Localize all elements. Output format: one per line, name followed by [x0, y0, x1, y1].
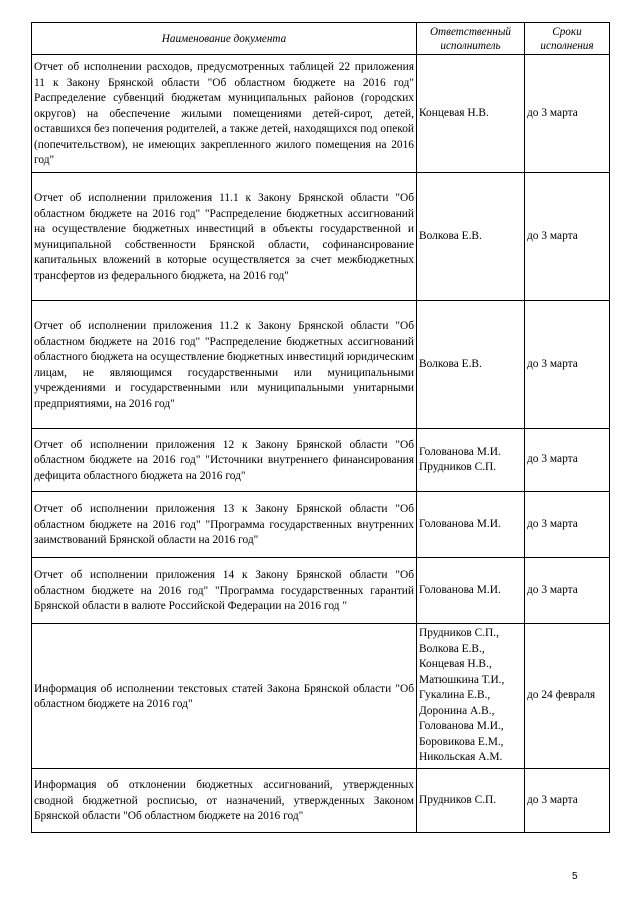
document-name-cell	[32, 558, 417, 624]
document-name: Информация об исполнении текстовых статей Закона Брянской области "Об областном бюджете на 2016 год"	[34, 682, 414, 710]
executor-name: Волкова Е.В.,	[419, 642, 485, 655]
executor-cell	[417, 429, 525, 492]
executor-name: Прудников С.П.	[419, 793, 497, 806]
document-name-cell	[32, 429, 417, 492]
executor-name: Доронина А.В.,	[419, 704, 495, 717]
executor-cell	[417, 769, 525, 833]
header-executor: Ответственный исполнитель	[417, 23, 525, 55]
executor-cell	[417, 558, 525, 624]
table-row	[32, 301, 610, 429]
executor-name: Голованова М.И.,	[419, 720, 504, 733]
deadline-cell: до 3 марта	[525, 769, 610, 833]
executor-name: Концевая Н.В.	[419, 106, 489, 119]
table-header-row	[32, 23, 610, 55]
table-row	[32, 173, 610, 301]
header-document-name: Наименование документа	[32, 23, 417, 55]
document-name: Отчет об исполнении расходов, предусмотренных таблицей 22 приложения 11 к Закону Брянской области "Об областном бюджете на 2016 год" Распределение субвенций бюджетам муниципальных районов (городских округов) на обеспечение жилыми помещениями детей-сирот, детей, оставшихся без попечения родителей, а также детей, находящихся под опекой (попечительством), не имеющих закрепленного жилого помещения на 2016 год"	[34, 61, 414, 167]
deadline-cell: до 3 марта	[525, 558, 610, 624]
deadline-cell: до 3 марта	[525, 429, 610, 492]
deadline-cell: до 3 марта	[525, 55, 610, 173]
document-name: Отчет об исполнении приложения 11.2 к Закону Брянской области "Об областном бюджете на 2016 год" "Распределение бюджетных ассигнований областного бюджета на осуществление бюджетных инвестиций юридическим лицам, не являющимся государственными или муниципальными учреждениями и государственными или муниципальными унитарными предприятиями, на 2016 год"	[34, 320, 414, 410]
executor-name: Гукалина Е.В.,	[419, 689, 491, 702]
executor-name: Голованова М.И.	[419, 517, 501, 530]
executor-name: Боровикова Е.М.,	[419, 735, 504, 748]
table-row	[32, 769, 610, 833]
document-name-cell	[32, 301, 417, 429]
executor-name: Концевая Н.В.,	[419, 658, 492, 671]
document-name-cell	[32, 769, 417, 833]
page-number: 5	[572, 871, 578, 882]
executor-cell	[417, 624, 525, 769]
deadline-cell: до 3 марта	[525, 301, 610, 429]
table-row	[32, 492, 610, 558]
deadline-cell: до 3 марта	[525, 173, 610, 301]
executor-name: Прудников С.П.,	[419, 627, 499, 640]
document-name: Отчет об исполнении приложения 12 к Закону Брянской области "Об областном бюджете на 2016 год" "Источники внутреннего финансирования дефицита областного бюджета на 2016 год"	[34, 438, 414, 482]
table-row	[32, 55, 610, 173]
executor-name: Волкова Е.В.	[419, 357, 482, 370]
document-name-cell	[32, 492, 417, 558]
document-name-cell	[32, 173, 417, 301]
header-deadline: Сроки исполнения	[525, 23, 610, 55]
deadline-cell: до 24 февраля	[525, 624, 610, 769]
table-row	[32, 624, 610, 769]
document-name: Отчет об исполнении приложения 13 к Закону Брянской области "Об областном бюджете на 2016 год" "Программа государственных внутренних заимствований Брянской области на 2016 год"	[34, 503, 414, 547]
document-name: Отчет об исполнении приложения 11.1 к Закону Брянской области "Об областном бюджете на 2016 год" "Распределение бюджетных ассигнований на осуществление бюджетных инвестиций в объекты государственной и муниципальной собственности Брянской области, софинансирование капитальных вложений в которые осуществляется за счет межбюджетных трансфертов из федерального бюджета, на 2016 год"	[34, 192, 414, 282]
executor-name: Голованова М.И.	[419, 445, 501, 458]
deadline-cell: до 3 марта	[525, 492, 610, 558]
document-name: Информация об отклонении бюджетных ассигнований, утвержденных сводной бюджетной росписью, от назначений, утвержденных Законом Брянской области "Об областном бюджете на 2016 год"	[34, 779, 414, 823]
executor-name: Матюшкина Т.И.,	[419, 673, 505, 686]
executor-name: Волкова Е.В.	[419, 229, 482, 242]
executor-cell	[417, 55, 525, 173]
executor-cell	[417, 301, 525, 429]
executor-cell	[417, 173, 525, 301]
executor-name: Прудников С.П.	[419, 461, 497, 473]
executor-name: Голованова М.И.	[419, 583, 501, 596]
executor-name: Никольская А.М.	[419, 751, 503, 764]
document-name-cell	[32, 55, 417, 173]
executor-cell	[417, 492, 525, 558]
table-row	[32, 429, 610, 492]
table-row	[32, 558, 610, 624]
document-name-cell	[32, 624, 417, 769]
document-name: Отчет об исполнении приложения 14 к Закону Брянской области "Об областном бюджете на 2016 год" "Программа государственных гарантий Брянской области в валюте Российской Федерации на 2016 год "	[34, 569, 414, 613]
documents-table	[31, 22, 610, 833]
